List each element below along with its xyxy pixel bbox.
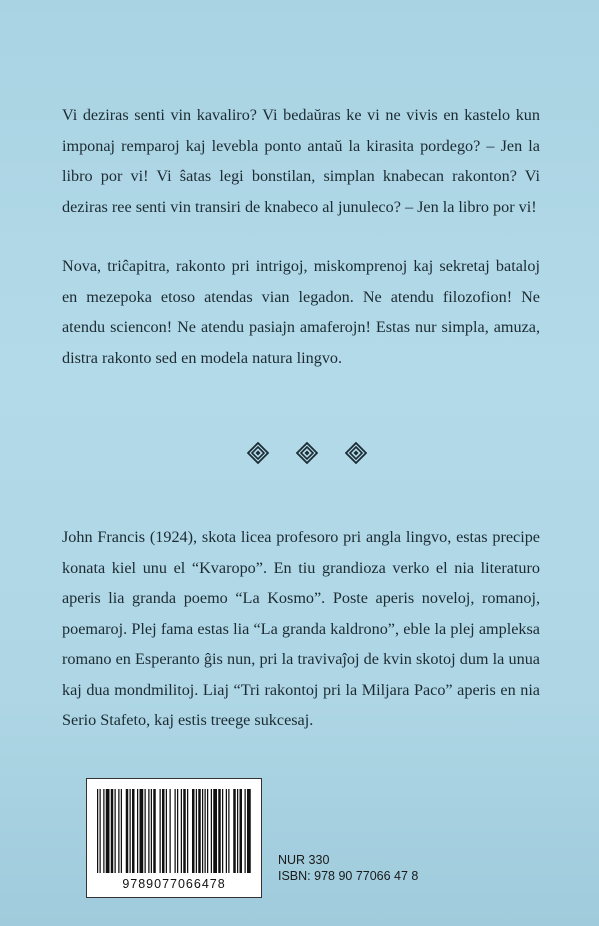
barcode-bar [192,789,195,873]
barcode-bar [218,789,221,873]
blurb-paragraph-2: Nova, triĉapitra, rakonto pri intrigoj, miskomprenoj kaj sekretaj bataloj en mezepoka etoso atendas vian legadon. Ne atendu filozofion! Ne atendu sciencon! Ne atendu pasiajn amaferojn! Estas nur simpla, amuza, distra rakonto sed en modela natura lingvo. [62,257,540,367]
barcode-bar [106,789,110,873]
barcode-bar [175,789,176,873]
barcode-bar [121,789,122,873]
barcode-bar [183,789,186,873]
barcode-bar [198,789,201,873]
diamond-ornament-icon [345,442,367,464]
barcode-bar [222,789,223,873]
barcode-bar [145,789,146,873]
barcode-bar [196,789,197,873]
barcode-bars [97,789,251,873]
barcode-bar [211,789,212,873]
isbn-code: ISBN: 978 90 77066 47 8 [278,869,419,883]
barcode-bar [132,789,135,873]
barcode-bar [240,789,243,873]
diamond-ornament-icon [247,442,269,464]
barcode-bar [97,789,98,873]
nur-code: NUR 330 [278,853,330,867]
barcode-bar [118,789,119,873]
author-bio: John Francis (1924), skota licea profesoro pri angla lingvo, estas precipe konata kiel unu el “Kvaropo”. En tiu grandioza verko el nia literaturo aperis lia granda poemo “La Kosmo”. Poste aperis noveloj, romanoj, poemaroj. Plej fama estas lia “La granda kaldrono”, eble la plej ampleksa romano en Esperanto ĝis nun, pri la travivaĵoj de kvin skotoj dum la unua kaj dua mondmilitoj. Liaj “Tri rakontoj pri la Miljara Paco” aperis en nia Serio Stafeto, kaj estis treege sukcesaj. [62,528,540,729]
barcode-bar [170,789,171,873]
barcode-bar [126,789,129,873]
blurb-paragraph-1: Vi deziras senti vin kavaliro? Vi bedaŭras ke vi ne vivis en kastelo kun imponaj remparoj kaj levebla ponto antaŭ la kirasita pordego? – Jen la libro por vi! Vi ŝatas legi bonstilan, simplan knabecan rakonton? Vi deziras ree senti vin transiri de knabeco al junuleco? – Jen la libro por vi! [62,106,540,216]
barcode-bar [228,789,229,873]
barcode-bar [103,789,104,873]
barcode-bar [166,789,167,873]
ornament-divider [247,441,367,465]
barcode-bar [177,789,178,873]
barcode-bar [247,789,251,873]
barcode-number: 9789077066478 [122,877,226,891]
barcode-bar [100,789,101,873]
barcode-bar [162,789,165,873]
barcode-bar [226,789,227,873]
barcode-bar [233,789,236,873]
barcode-bar [115,789,116,873]
barcode-bar [130,789,131,873]
barcode-bar [111,789,114,873]
barcode-bar [140,789,144,873]
barcode-bar [181,789,182,873]
barcode-bar [205,789,206,873]
barcode-bar [187,789,188,873]
barcode [86,778,262,898]
barcode-bar [153,789,156,873]
barcode-bar [207,789,208,873]
book-meta [278,852,418,884]
barcode-bar [245,789,246,873]
diamond-ornament-icon [296,442,318,464]
barcode-bar [151,789,152,873]
barcode-bar [237,789,238,873]
barcode-bar [213,789,217,873]
barcode-bar [202,789,203,873]
barcode-bar [148,789,149,873]
barcode-bar [137,789,138,873]
barcode-bar [160,789,161,873]
